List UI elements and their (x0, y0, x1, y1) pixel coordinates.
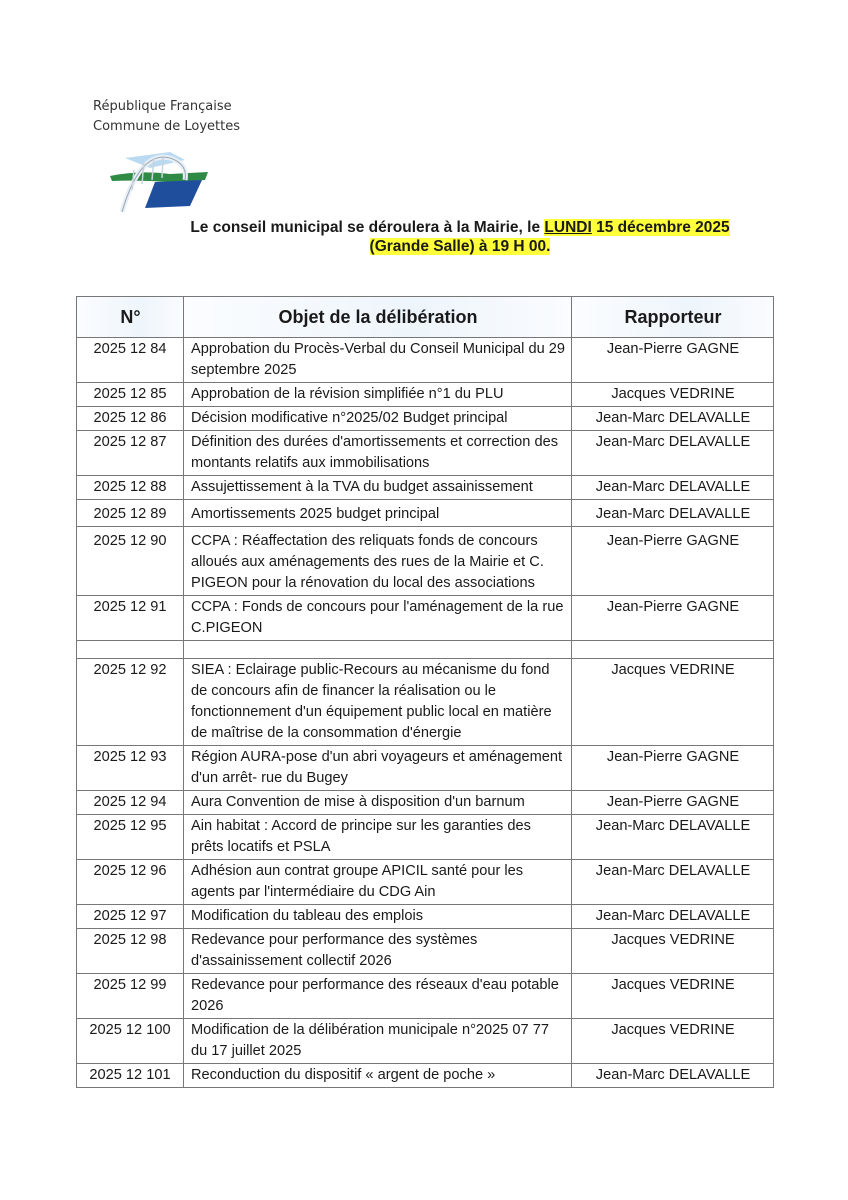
deliberation-subject: Aura Convention de mise à disposition d'un barnum (184, 791, 572, 815)
deliberation-number: 2025 12 99 (77, 974, 184, 1019)
rapporteur-name: Jean-Pierre GAGNE (572, 596, 774, 641)
rapporteur-name: Jacques VEDRINE (572, 974, 774, 1019)
deliberation-subject: Modification du tableau des emplois (184, 905, 572, 929)
deliberation-subject: CCPA : Fonds de concours pour l'aménagement de la rue C.PIGEON (184, 596, 572, 641)
table-row (77, 431, 774, 476)
rapporteur-name: Jean-Marc DELAVALLE (572, 500, 774, 527)
table-row (77, 500, 774, 527)
issuer-header (93, 97, 240, 137)
rapporteur-name: Jean-Marc DELAVALLE (572, 905, 774, 929)
table-row (77, 527, 774, 596)
deliberation-subject: Adhésion aun contrat groupe APICIL santé pour les agents par l'intermédiaire du CDG Ain (184, 860, 572, 905)
table-row (77, 383, 774, 407)
rapporteur-name: Jean-Pierre GAGNE (572, 338, 774, 383)
meeting-announcement (100, 218, 820, 256)
deliberation-number: 2025 12 88 (77, 476, 184, 500)
deliberation-subject: Modification de la délibération municipale n°2025 07 77 du 17 juillet 2025 (184, 1019, 572, 1064)
deliberation-subject (184, 641, 572, 659)
deliberation-number: 2025 12 101 (77, 1064, 184, 1088)
deliberation-subject: Région AURA-pose d'un abri voyageurs et aménagement d'un arrêt- rue du Bugey (184, 746, 572, 791)
meeting-date: 15 décembre 2025 (591, 219, 730, 236)
rapporteur-name: Jean-Marc DELAVALLE (572, 431, 774, 476)
table-row (77, 815, 774, 860)
table-row (77, 746, 774, 791)
deliberation-number: 2025 12 84 (77, 338, 184, 383)
deliberation-number: 2025 12 96 (77, 860, 184, 905)
col-number: N° (77, 297, 184, 338)
table-row (77, 338, 774, 383)
deliberation-subject: CCPA : Réaffectation des reliquats fonds de concours alloués aux aménagements des rues de la Mairie et C. PIGEON pour la rénovation du local des associations (184, 527, 572, 596)
deliberation-number: 2025 12 93 (77, 746, 184, 791)
rapporteur-name: Jacques VEDRINE (572, 659, 774, 746)
deliberation-number: 2025 12 91 (77, 596, 184, 641)
col-rapporteur: Rapporteur (572, 297, 774, 338)
deliberation-subject: SIEA : Eclairage public-Recours au mécanisme du fond de concours afin de financer la réalisation ou le fonctionnement d'un équipement public local en matière de maîtrise de la consommation d'énergie (184, 659, 572, 746)
deliberation-number: 2025 12 87 (77, 431, 184, 476)
deliberation-subject: Redevance pour performance des systèmes d'assainissement collectif 2026 (184, 929, 572, 974)
table-row (77, 1019, 774, 1064)
deliberation-number: 2025 12 98 (77, 929, 184, 974)
table-row (77, 905, 774, 929)
rapporteur-name: Jean-Pierre GAGNE (572, 791, 774, 815)
deliberation-subject: Ain habitat : Accord de principe sur les garanties des prêts locatifs et PSLA (184, 815, 572, 860)
rapporteur-name (572, 641, 774, 659)
table-row (77, 791, 774, 815)
rapporteur-name: Jacques VEDRINE (572, 383, 774, 407)
agenda-table (76, 296, 774, 1088)
deliberation-subject: Amortissements 2025 budget principal (184, 500, 572, 527)
col-subject: Objet de la délibération (184, 297, 572, 338)
rapporteur-name: Jean-Pierre GAGNE (572, 746, 774, 791)
deliberation-subject: Reconduction du dispositif « argent de poche » (184, 1064, 572, 1088)
rapporteur-name: Jean-Marc DELAVALLE (572, 1064, 774, 1088)
deliberation-number: 2025 12 97 (77, 905, 184, 929)
deliberation-number (77, 641, 184, 659)
table-row (77, 476, 774, 500)
rapporteur-name: Jean-Marc DELAVALLE (572, 476, 774, 500)
rapporteur-name: Jean-Marc DELAVALLE (572, 815, 774, 860)
meeting-place-time: (Grande Salle) à 19 H 00. (369, 238, 551, 255)
rapporteur-name: Jacques VEDRINE (572, 1019, 774, 1064)
rapporteur-name: Jean-Pierre GAGNE (572, 527, 774, 596)
deliberation-number: 2025 12 90 (77, 527, 184, 596)
republic-label: République Française (93, 99, 232, 114)
deliberation-number: 2025 12 85 (77, 383, 184, 407)
rapporteur-name: Jacques VEDRINE (572, 929, 774, 974)
bridge-logo (110, 150, 210, 212)
deliberation-subject: Assujettissement à la TVA du budget assainissement (184, 476, 572, 500)
deliberation-number: 2025 12 95 (77, 815, 184, 860)
meeting-day: LUNDI (544, 219, 592, 236)
deliberation-subject: Décision modificative n°2025/02 Budget principal (184, 407, 572, 431)
deliberation-subject: Définition des durées d'amortissements et correction des montants relatifs aux immobilisations (184, 431, 572, 476)
table-row (77, 1064, 774, 1088)
table-row (77, 596, 774, 641)
deliberation-number: 2025 12 94 (77, 791, 184, 815)
table-row (77, 659, 774, 746)
commune-label: Commune de Loyettes (93, 119, 240, 134)
deliberation-subject: Approbation du Procès-Verbal du Conseil Municipal du 29 septembre 2025 (184, 338, 572, 383)
deliberation-number: 2025 12 86 (77, 407, 184, 431)
deliberation-subject: Redevance pour performance des réseaux d'eau potable 2026 (184, 974, 572, 1019)
deliberation-number: 2025 12 92 (77, 659, 184, 746)
title-text: Le conseil municipal se déroulera à la Mairie, le (190, 219, 545, 236)
table-row (77, 860, 774, 905)
deliberation-subject: Approbation de la révision simplifiée n°1 du PLU (184, 383, 572, 407)
deliberation-number: 2025 12 89 (77, 500, 184, 527)
table-row (77, 929, 774, 974)
table-row (77, 974, 774, 1019)
rapporteur-name: Jean-Marc DELAVALLE (572, 407, 774, 431)
table-row (77, 641, 774, 659)
table-row (77, 407, 774, 431)
deliberation-number: 2025 12 100 (77, 1019, 184, 1064)
rapporteur-name: Jean-Marc DELAVALLE (572, 860, 774, 905)
